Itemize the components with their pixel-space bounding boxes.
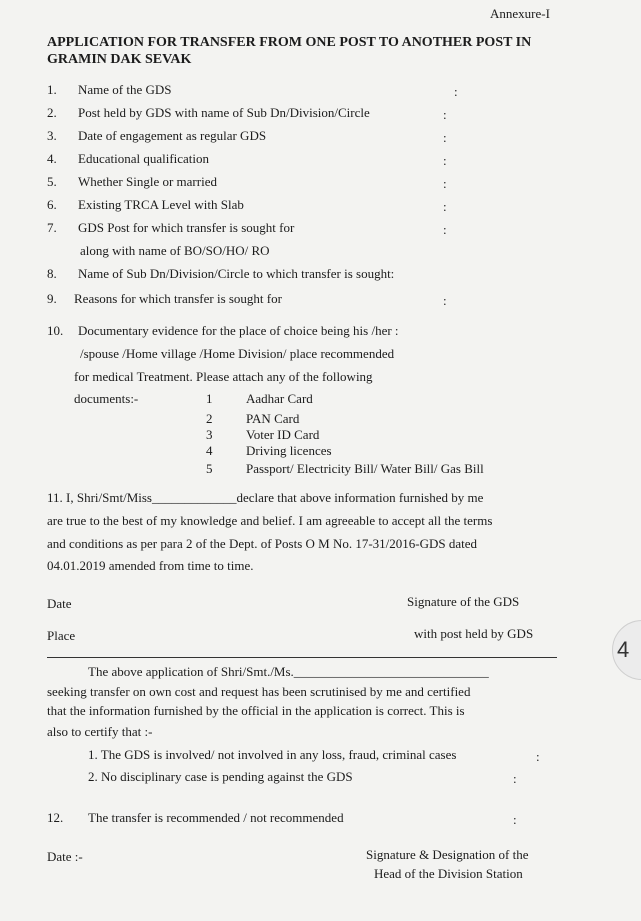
document-name: Voter ID Card (246, 427, 320, 442)
item-text: along with name of BO/SO/HO/ RO (80, 243, 270, 258)
item10-line-1: Documentary evidence for the place of choice being his /her : (78, 323, 399, 338)
certify-item-1: 1. The GDS is involved/ not involved in any loss, fraud, criminal cases (88, 747, 457, 762)
footer-date-label: Date :- (47, 849, 83, 864)
item-text: Reasons for which transfer is sought for (74, 291, 282, 306)
item-text: Date of engagement as regular GDS (78, 128, 267, 143)
page-number: 4 (617, 637, 630, 662)
document-name: Passport/ Electricity Bill/ Water Bill/ Gas Bill (246, 461, 484, 476)
item-colon: : (443, 222, 447, 237)
item-number: 2. (47, 105, 57, 120)
item-number: 1. (47, 82, 57, 97)
item-text: Name of Sub Dn/Division/Circle to which transfer is sought: (78, 266, 395, 281)
document-number: 5 (206, 461, 213, 476)
date-label: Date (47, 596, 72, 611)
signature-designation-label: Signature & Designation of the (366, 847, 529, 862)
item-text: Educational qualification (78, 151, 210, 166)
document-name: Driving licences (246, 443, 332, 458)
place-label: Place (47, 628, 76, 643)
item-text: Existing TRCA Level with Slab (78, 197, 244, 212)
document-number: 2 (206, 411, 213, 426)
item-colon: : (443, 176, 447, 191)
document-name: Aadhar Card (246, 391, 313, 406)
item-number: 3. (47, 128, 57, 143)
declaration-line-3: and conditions as per para 2 of the Dept. of Posts O M No. 17-31/2016-GDS dated (47, 536, 478, 551)
documents-label: documents:- (74, 391, 139, 406)
scrutiny-line-3: that the information furnished by the official in the application is correct. This is (47, 703, 465, 718)
item-number: 6. (47, 197, 57, 212)
item10-line-2: /spouse /Home village /Home Division/ place recommended (80, 346, 395, 361)
item-colon: : (443, 153, 447, 168)
signature-gds-label: Signature of the GDS (407, 594, 520, 609)
item-number: 9. (47, 291, 57, 306)
post-held-label: with post held by GDS (414, 626, 534, 641)
item-text: Post held by GDS with name of Sub Dn/Division/Circle (78, 105, 370, 120)
document-number: 4 (206, 443, 213, 458)
document-name: PAN Card (246, 411, 300, 426)
item12-number: 12. (47, 810, 64, 825)
title-line-2: GRAMIN DAK SEVAK (47, 52, 192, 67)
item-colon: : (443, 199, 447, 214)
scrutiny-line-2: seeking transfer on own cost and request has been scrutinised by me and certified (47, 684, 471, 699)
item-number: 8. (47, 266, 57, 281)
page-number-tab[interactable] (612, 620, 641, 680)
item-colon: : (443, 107, 447, 122)
item12-colon: : (513, 812, 517, 827)
certify-colon: : (536, 749, 540, 764)
item-number: 7. (47, 220, 57, 235)
item12-text: The transfer is recommended / not recommended (88, 810, 344, 825)
certify-item-2: 2. No disciplinary case is pending against the GDS (88, 769, 353, 784)
annexure-label: Annexure-I (490, 6, 550, 21)
item-text: Whether Single or married (78, 174, 217, 189)
divider (47, 657, 557, 658)
head-of-division-label: Head of the Division Station (374, 866, 523, 881)
scrutiny-line-4: also to certify that :- (47, 724, 153, 739)
declaration-line-1: 11. I, Shri/Smt/Miss_____________declare that above information furnished by me (47, 490, 484, 505)
document-number: 3 (206, 427, 213, 442)
certify-colon: : (513, 771, 517, 786)
declaration-line-4: 04.01.2019 amended from time to time. (47, 558, 254, 573)
declaration-line-2: are true to the best of my knowledge and belief. I am agreeable to accept all the terms (47, 513, 493, 528)
item-text: GDS Post for which transfer is sought for (78, 220, 295, 235)
item-text: Name of the GDS (78, 82, 172, 97)
document-number: 1 (206, 391, 213, 406)
scrutiny-line-1: The above application of Shri/Smt./Ms.______________________________ (88, 664, 489, 679)
item-number: 5. (47, 174, 57, 189)
title-line-1: APPLICATION FOR TRANSFER FROM ONE POST TO ANOTHER POST IN (47, 35, 532, 50)
item-number: 4. (47, 151, 57, 166)
item10-line-3: for medical Treatment. Please attach any of the following (74, 369, 373, 384)
item-colon: : (454, 84, 458, 99)
item10-number: 10. (47, 323, 64, 338)
item-colon: : (443, 130, 447, 145)
item-colon: : (443, 293, 447, 308)
